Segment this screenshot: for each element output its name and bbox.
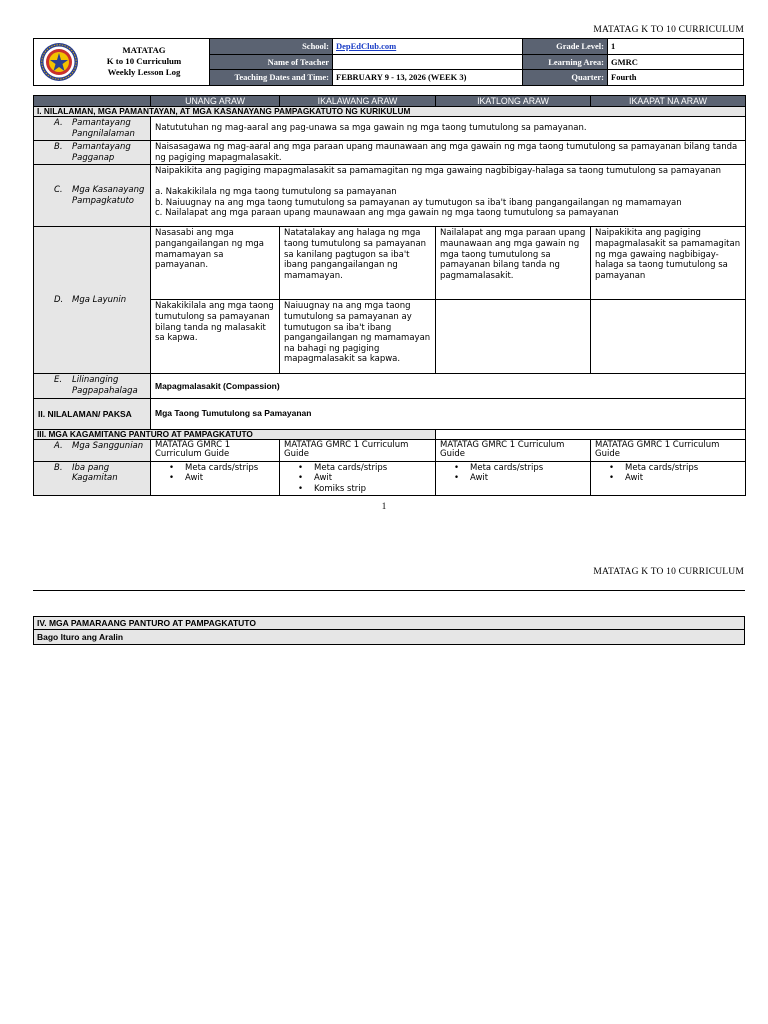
list-item: • Meta cards/strips [169,463,275,474]
other-materials-label: B. Iba pang Kagamitan [34,461,151,496]
row-a-label: A. Pamantayang Pangnilalaman [34,117,151,141]
objective-day1-a: Nasasabi ang mga pangangailangan ng mga mamamayan sa pamayanan. [151,227,280,300]
objective-day2-b: Naiuugnay na ang mga taong tumutulong sa pamayanan ay tumutugon sa iba't ibang pangangailangan ng mamamayan na bahagi ng pagiging mapagmalasakit sa kapwa. [280,300,436,374]
title-line-1: MATATAG [122,45,166,56]
title-line-2: K to 10 Curriculum [106,56,182,67]
title-block [34,39,210,86]
materials-day1 [151,461,280,496]
objective-day4-b [591,300,746,374]
area-label: Learning Area: [523,54,608,70]
row-e-label: E. Lilinanging Pagpapahalaga [34,374,151,398]
list-item: • Meta cards/strips [454,463,586,474]
section-2-label: II. NILALAMAN/ PAKSA [34,398,151,429]
area-value: GMRC [608,54,744,70]
title-line-3: Weekly Lesson Log [107,67,181,78]
content-standard: Natututuhan ng mag-aaral ang pag-unawa sa mga gawain ng mga taong tumutulong sa pamayanan. [151,117,746,141]
references-label: A. Mga Sanggunian [34,439,151,461]
materials-day3 [436,461,591,496]
teacher-label: Name of Teacher [210,54,333,70]
school-label: School: [210,39,333,55]
school-link[interactable]: DepEdClub.com [336,41,397,52]
day-header-1: UNANG ARAW [151,96,280,107]
reference-day2: MATATAG GMRC 1 Curriculum Guide [280,439,436,461]
section-3-heading: III. MGA KAGAMITANG PANTURO AT PAMPAGKATUTO [34,429,436,439]
day-header-blank [34,96,151,107]
dates-value: FEBRUARY 9 - 13, 2026 (WEEK 3) [333,70,523,86]
topic-content: Mga Taong Tumutulong sa Pamayanan [151,398,746,429]
reference-day4: MATATAG GMRC 1 Curriculum Guide [591,439,746,461]
lesson-log-table [33,95,746,496]
objective-day1-b: Nakakikilala ang mga taong tumutulong sa pamayanan bilang tanda ng malasakit sa kapwa. [151,300,280,374]
list-item: • Awit [454,473,586,484]
before-lesson-label: Bago Ituro ang Aralin [34,630,745,645]
objective-day2-a: Natatalakay ang halaga ng mga taong tumutulong sa pamayanan sa kanilang pagtugon sa iba't ibang pangangailangan ng mamamayan. [280,227,436,300]
objective-day3-b [436,300,591,374]
section-3-blank [436,429,746,439]
row-c-label: C. Mga Kasanayang Pampagkatuto [34,165,151,227]
header-info-table [33,38,744,86]
list-item: • Komiks strip [298,484,431,495]
header-divider [33,590,745,591]
competency-intro: Naipakikita ang pagiging mapagmalasakit sa pamamagitan ng mga gawaing nagbibigay-halaga sa taong tumutulong sa pamayanan [155,166,722,177]
list-item: • Meta cards/strips [298,463,431,474]
row-b-label: B. Pamantayang Pagganap [34,141,151,165]
competency-b: b. Naiuugnay na ang mga taong tumutulong sa pamayanan ay tumutugon sa iba't ibang pangangailangan ng mamamayan [155,197,682,208]
teacher-value [333,54,523,70]
objective-day3-a: Nailalapat ang mga paraan upang maunawaan ang mga gawain ng mga taong tumutulong sa pamayanan bilang tanda ng pagmamalasakit. [436,227,591,300]
materials-day2 [280,461,436,496]
objective-day4-a: Naipakikita ang pagiging mapagmalasakit sa pamamagitan ng mga gawaing nagbibigay- halaga sa taong tumutulong sa pamayanan [591,227,746,300]
list-item: • Awit [609,473,741,484]
deped-seal-logo [39,42,79,82]
dates-label: Teaching Dates and Time: [210,70,333,86]
section-4-heading: IV. MGA PAMARAANG PANTURO AT PAMPAGKATUTO [34,617,745,630]
curriculum-tag: MATATAG K TO 10 CURRICULUM [593,25,744,35]
section-1-heading: I. NILALAMAN, MGA PAMANTAYAN, AT MGA KASANAYANG PAMPAGKATUTO NG KURIKULUM [34,107,746,117]
day-header-2: IKALAWANG ARAW [280,96,436,107]
day-header-3: IKATLONG ARAW [436,96,591,107]
reference-day1: MATATAG GMRC 1 Curriculum Guide [151,439,280,461]
learning-competencies [151,165,746,227]
quarter-label: Quarter: [523,70,608,86]
grade-label: Grade Level: [523,39,608,55]
competency-a: a. Nakakikilala ng mga taong tumutulong sa pamayanan [155,186,397,197]
section-4-table [33,616,745,645]
values-content: Mapagmalasakit (Compassion) [151,374,746,398]
list-item: • Awit [298,473,431,484]
materials-day4 [591,461,746,496]
quarter-value: Fourth [608,70,744,86]
competency-c: c. Nailalapat ang mga paraan upang maunawaan ang mga gawain ng mga taong tumutulong sa pamayanan [155,208,619,219]
day-header-4: IKAAPAT NA ARAW [591,96,746,107]
reference-day3: MATATAG GMRC 1 Curriculum Guide [436,439,591,461]
grade-value: 1 [608,39,744,55]
row-d-label: D. Mga Layunin [34,227,151,374]
curriculum-tag-page2: MATATAG K TO 10 CURRICULUM [593,567,744,577]
list-item: • Meta cards/strips [609,463,741,474]
performance-standard: Naisasagawa ng mag-aaral ang mga paraan upang maunawaan ang mga gawain ng mga taong tumutulong sa pamayanan bilang tanda ng pagiging mapagmalasakit. [151,141,746,165]
list-item: • Awit [169,473,275,484]
page-number: 1 [381,501,387,511]
